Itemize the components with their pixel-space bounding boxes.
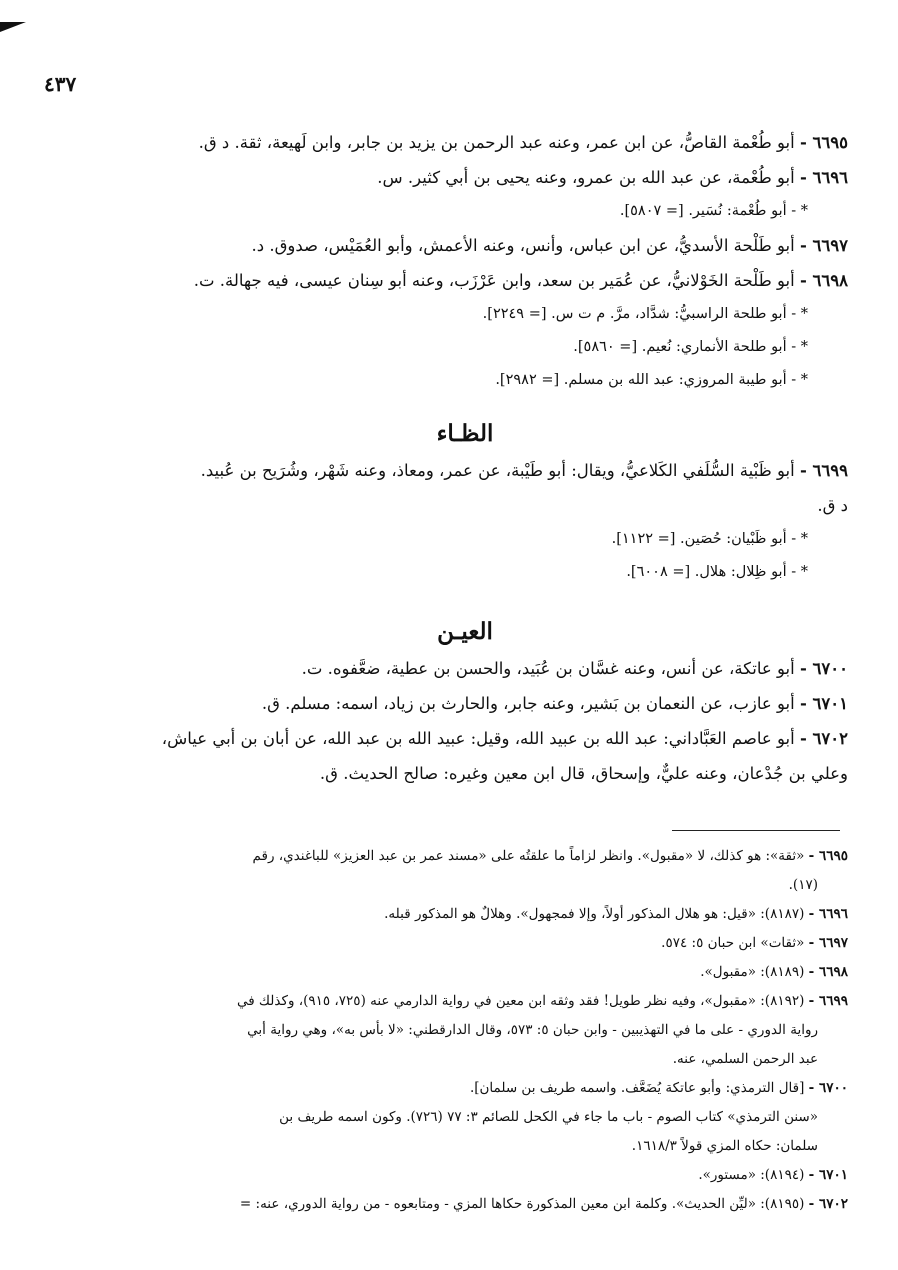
entry-6700: ٦٧٠٠ - أبو عاتكة، عن أنس، وعنه غسَّان بن عُبَيد، والحسن بن عطية، ضعَّفوه. ت.: [301, 659, 848, 678]
xref-abu-talha-rasibi: * - أبو طلحة الراسبيُّ: شدَّاد، مرَّ. م ت س. [= ٢٢٤٩].: [482, 306, 808, 322]
footnote-6701: ٦٧٠١ - (٨١٩٤): «مستور».: [698, 1167, 848, 1183]
footnote-6697: ٦٦٩٧ - «ثقات» ابن حبان ٥: ٥٧٤.: [661, 935, 848, 951]
entry-6695: ٦٦٩٥ - أبو طُعْمة القاصُّ، عن ابن عمر، وعنه عبد الرحمن بن يزيد بن جابر، وابن لَهيعة، ثقة. د ق.: [198, 133, 848, 152]
corner-mark: [0, 22, 26, 32]
xref-abu-zabyan: * - أبو ظَبْيان: حُصَين. [= ١١٢٢].: [611, 531, 808, 547]
entry-6697: ٦٦٩٧ - أبو طَلْحة الأسديُّ، عن ابن عباس، وأنس، وعنه الأعمش، وأبو العُمَيْس، صدوق. د.: [251, 236, 848, 255]
entry-6699: ٦٦٩٩ - أبو ظَبْية السُّلَفي الكَلاعيُّ، ويقال: أبو طَيْبة، عن عمر، ومعاذ، وعنه شَهْر، وشُرَيح بن عُبيد. د ق.: [200, 461, 848, 515]
footnote-6699: ٦٦٩٩ - (٨١٩٢): «مقبول»، وفيه نظر طويل! فقد وثقه ابن معين في رواية الدارمي عنه (٧٢٥، ٩١٥)، وكذلك في رواية الدوري - على ما في التهذيبين - وابن حبان ٥: ٥٧٣، وقال الدارقطني: «لا بأس به»، وهي رواية أبي عبد الرحمن السلمي، عنه.: [236, 993, 848, 1067]
footnote-divider: [672, 830, 840, 831]
page-number: ٤٣٧: [44, 72, 77, 96]
entry-6698: ٦٦٩٨ - أبو طَلْحة الخَوْلانيُّ، عن عُمَير بن سعد، وابن عَرْزَب، وعنه أبو سِنان عيسى، فيه جهالة. ت.: [193, 271, 848, 290]
entry-6701: ٦٧٠١ - أبو عازب، عن النعمان بن بَشير، وعنه جابر، والحارث بن زياد، اسمه: مسلم. ق.: [261, 694, 848, 713]
footnotes: [24, 842, 848, 1219]
xref-abu-tiba: * - أبو طيبة المروزي: عبد الله بن مسلم. [= ٢٩٨٢].: [495, 372, 808, 388]
xref-abu-tuma: * - أبو طُعْمة: نُسَير. [= ٥٨٠٧].: [619, 203, 808, 219]
footnote-6698: ٦٦٩٨ - (٨١٨٩): «مقبول».: [700, 964, 848, 980]
page-body: [82, 125, 848, 791]
xref-abu-talha-anmari: * - أبو طلحة الأنماري: نُعيم. [= ٥٨٦٠].: [573, 339, 808, 355]
footnote-6702: ٦٧٠٢ - (٨١٩٥): «ليِّن الحديث». وكلمة ابن معين المذكورة حكاها المزي - ومتابعوه - من رواية الدوري، عنه: =: [239, 1196, 848, 1212]
section-title-ayn: العيـن: [437, 618, 493, 645]
entry-6696: ٦٦٩٦ - أبو طُعْمة، عن عبد الله بن عمرو، وعنه يحيى بن أبي كثير. س.: [377, 168, 848, 187]
footnote-6695: ٦٦٩٥ - «ثقة»: هو كذلك، لا «مقبول». وانظر لزاماً ما علقتُه على «مسند عمر بن عبد العزيز» للباغندي، رقم (١٧).: [252, 848, 848, 893]
entry-6702: ٦٧٠٢ - أبو عاصم العَبَّاداني: عبد الله بن عبيد الله، وقيل: عبيد الله بن عبد الله، عن أبان بن أبي عياش، وعلي بن جُدْعان، وعنه عليٌّ، وإسحاق، قال ابن معين وغيره: صالح الحديث. ق.: [161, 729, 848, 783]
footnote-6696: ٦٦٩٦ - (٨١٨٧): «قيل: هو هلال المذكور أولاً، وإلا فمجهول». وهلالٌ هو المذكور قبله.: [384, 906, 848, 922]
footnote-6700: ٦٧٠٠ - [قال الترمذي: وأبو عاتكة يُضَعَّف. واسمه طريف بن سلمان]. «سنن الترمذي» كتاب الصوم - باب ما جاء في الكحل للصائم ٣: ٧٧ (٧٢٦). وكون اسمه طريف بن سلمان: حكاه المزي قولاً ١٦١٨/٣.: [279, 1080, 848, 1154]
section-title-zaa: الظـاء: [436, 420, 494, 447]
xref-abu-zilal: * - أبو ظِلال: هلال. [= ٦٠٠٨].: [626, 564, 808, 580]
